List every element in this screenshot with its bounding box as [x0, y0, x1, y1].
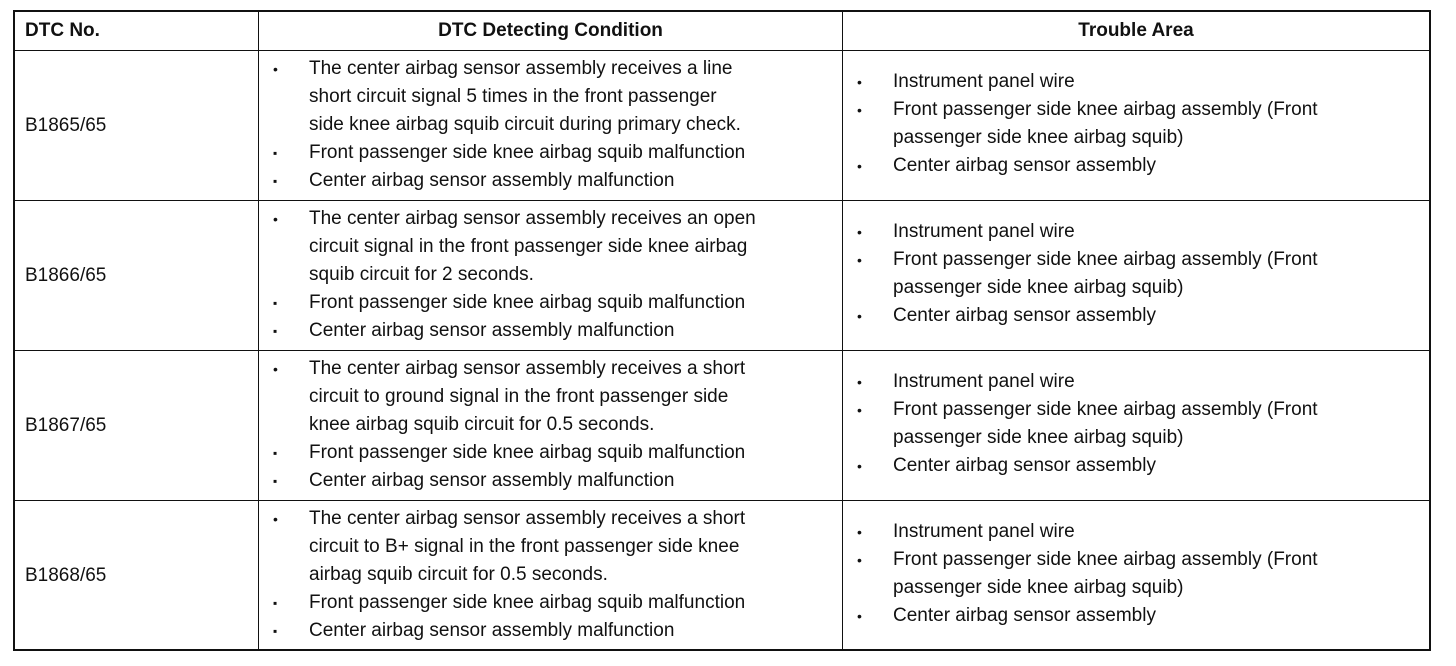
condition-line: squib circuit for 2 seconds. — [309, 264, 534, 285]
trouble-line: passenger side knee airbag squib) — [893, 127, 1184, 148]
trouble-line: • Front passenger side knee airbag assembly (Front — [843, 246, 1429, 274]
trouble-line: • Instrument panel wire — [843, 68, 1429, 96]
trouble-line: • Front passenger side knee airbag assembly (Front — [843, 396, 1429, 424]
trouble-line: • Instrument panel wire — [843, 518, 1429, 546]
header-detecting-condition: DTC Detecting Condition — [258, 12, 842, 50]
condition-line: circuit signal in the front passenger side knee airbag — [309, 236, 748, 257]
trouble-line: • Center airbag sensor assembly — [843, 452, 1429, 480]
trouble-area-cell — [842, 51, 1429, 200]
header-trouble-area: Trouble Area — [842, 12, 1429, 50]
trouble-line: passenger side knee airbag squib) — [893, 577, 1184, 598]
trouble-line: • Front passenger side knee airbag assembly (Front — [843, 96, 1429, 124]
condition-line: • The center airbag sensor assembly receives a line — [259, 55, 842, 83]
condition-line: • The center airbag sensor assembly receives a short — [259, 505, 842, 533]
condition-line: ▪ Center airbag sensor assembly malfunction — [259, 467, 842, 495]
trouble-line: passenger side knee airbag squib) — [893, 427, 1184, 448]
header-dtc-no: DTC No. — [25, 20, 100, 41]
trouble-line: • Instrument panel wire — [843, 218, 1429, 246]
dtc-code: B1865/65 — [25, 114, 107, 136]
dtc-code: B1867/65 — [25, 414, 107, 436]
condition-line: side knee airbag squib circuit during primary check. — [309, 114, 741, 135]
condition-line: ▪ Front passenger side knee airbag squib malfunction — [259, 439, 842, 467]
condition-line: circuit to B+ signal in the front passenger side knee — [309, 536, 740, 557]
condition-line: airbag squib circuit for 0.5 seconds. — [309, 564, 608, 585]
trouble-line: • Front passenger side knee airbag assembly (Front — [843, 546, 1429, 574]
trouble-line: passenger side knee airbag squib) — [893, 277, 1184, 298]
trouble-line: • Center airbag sensor assembly — [843, 152, 1429, 180]
detecting-condition-cell — [258, 351, 842, 500]
detecting-condition-cell — [258, 51, 842, 200]
trouble-area-cell — [842, 501, 1429, 651]
table-row — [15, 50, 1429, 200]
condition-line: ▪ Front passenger side knee airbag squib malfunction — [259, 589, 842, 617]
condition-line: ▪ Front passenger side knee airbag squib malfunction — [259, 289, 842, 317]
table-row — [15, 350, 1429, 500]
condition-line: • The center airbag sensor assembly receives a short — [259, 355, 842, 383]
trouble-area-cell — [842, 201, 1429, 350]
table-row — [15, 500, 1429, 651]
condition-line: short circuit signal 5 times in the front passenger — [309, 86, 717, 107]
condition-line: knee airbag squib circuit for 0.5 seconds. — [309, 414, 655, 435]
table-header-row — [15, 12, 1429, 50]
trouble-line: • Center airbag sensor assembly — [843, 602, 1429, 630]
dtc-table — [13, 10, 1431, 651]
table-row — [15, 200, 1429, 350]
trouble-area-cell — [842, 351, 1429, 500]
dtc-code: B1868/65 — [25, 565, 107, 586]
dtc-code: B1866/65 — [25, 264, 107, 286]
detecting-condition-cell — [258, 201, 842, 350]
condition-line: ▪ Center airbag sensor assembly malfunction — [259, 317, 842, 345]
detecting-condition-cell — [258, 501, 842, 651]
condition-line: ▪ Front passenger side knee airbag squib malfunction — [259, 139, 842, 167]
condition-line: • The center airbag sensor assembly receives an open — [259, 205, 842, 233]
trouble-line: • Instrument panel wire — [843, 368, 1429, 396]
trouble-line: • Center airbag sensor assembly — [843, 302, 1429, 330]
condition-line: ▪ Center airbag sensor assembly malfunction — [259, 617, 842, 645]
condition-line: circuit to ground signal in the front passenger side — [309, 386, 729, 407]
condition-line: ▪ Center airbag sensor assembly malfunction — [259, 167, 842, 195]
